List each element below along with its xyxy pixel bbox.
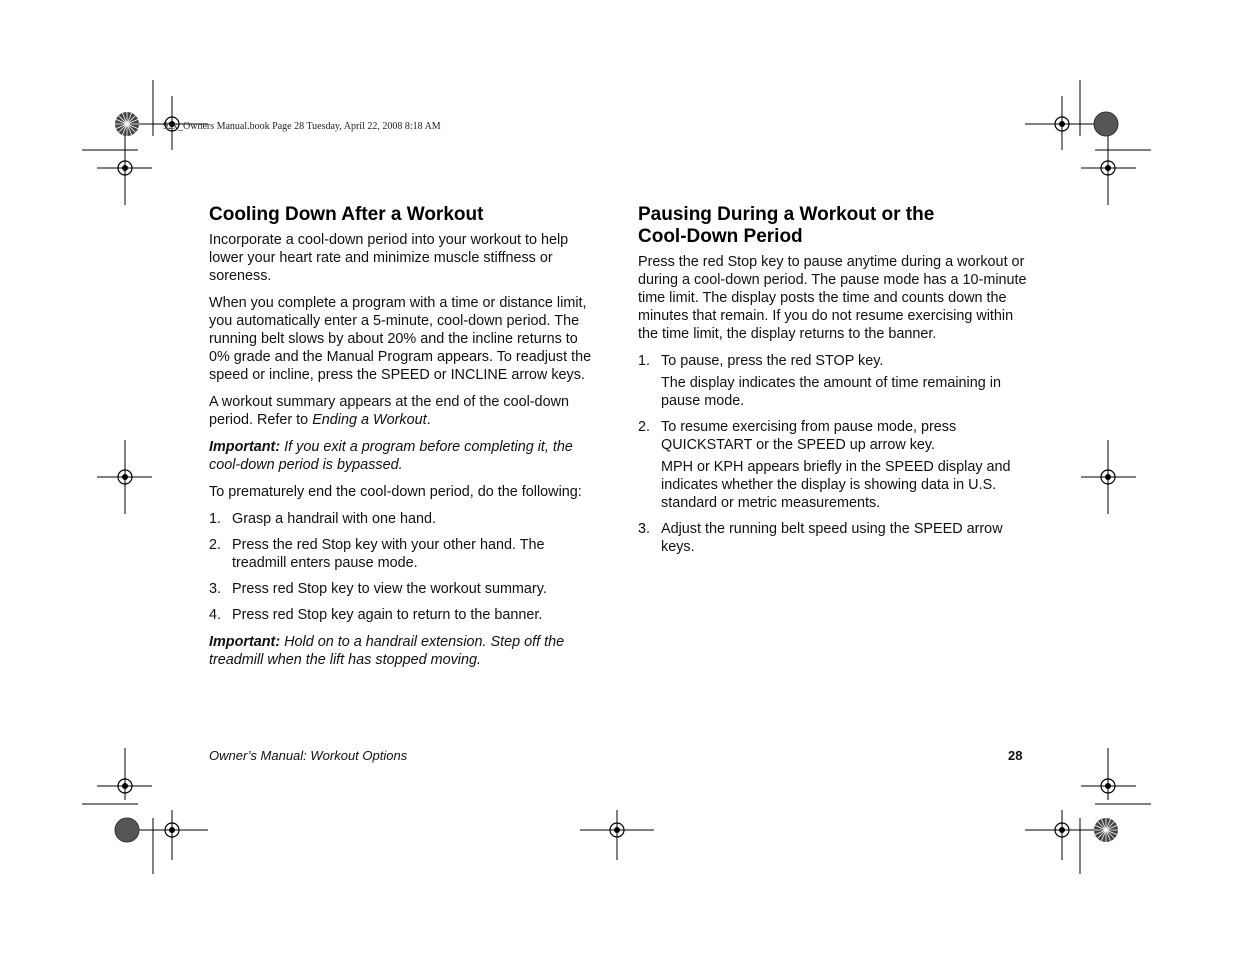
step-text: Press the red Stop key with your other hand. The treadmill enters pause mode.: [232, 537, 545, 571]
list-item: [209, 580, 601, 598]
important-text: If you exit a program before completing it, the cool-down period is bypassed.: [209, 439, 573, 473]
step-number: 2.: [209, 537, 222, 553]
steps-list: [209, 510, 601, 624]
paragraph: To prematurely end the cool-down period, do the following:: [209, 484, 582, 500]
right-column: [638, 204, 1030, 565]
step-text: Press red Stop key to view the workout summary.: [232, 581, 547, 597]
section-heading-pausing: [638, 204, 1030, 248]
page-number: 28: [1008, 748, 1023, 763]
paragraph: Incorporate a cool-down period into your workout to help lower your heart rate and minimize muscle stiffness or soreness.: [209, 232, 569, 284]
step-detail: MPH or KPH appears briefly in the SPEED display and indicates whether the display is showing data in U.S. standard or metric measurements.: [661, 459, 1011, 511]
list-item: [638, 520, 1030, 556]
step-number: 1.: [209, 511, 222, 527]
important-note: [209, 633, 601, 669]
list-item: [209, 606, 601, 624]
important-note: [209, 438, 601, 474]
heading-line: Cool-Down Period: [638, 226, 803, 247]
important-text: Hold on to a handrail extension. Step off the treadmill when the lift has stopped moving.: [209, 634, 565, 668]
step-number: 3.: [638, 521, 651, 537]
print-slug: 92x_Owners Manual.book Page 28 Tuesday, April 22, 2008 8:18 AM: [163, 121, 441, 132]
step-text: Adjust the running belt speed using the SPEED arrow keys.: [661, 521, 1003, 555]
step-text: To resume exercising from pause mode, press QUICKSTART or the SPEED up arrow key.: [661, 419, 957, 453]
list-item: [638, 418, 1030, 512]
step-text: Grasp a handrail with one hand.: [232, 511, 436, 527]
footer-section-title: Owner’s Manual: Workout Options: [209, 748, 408, 763]
steps-list: [638, 352, 1030, 556]
step-number: 1.: [638, 353, 651, 369]
paragraph: Press the red Stop key to pause anytime during a workout or during a cool-down period. The pause mode has a 10-minute time limit. The display posts the time and counts down the minutes that remain. If you do not resume exercising within the time limit, the display returns to the banner.: [638, 254, 1027, 342]
important-label: Important:: [209, 439, 281, 455]
text: .: [426, 412, 431, 428]
heading-line: Pausing During a Workout or the: [638, 204, 935, 225]
important-label: Important:: [209, 634, 281, 650]
cross-reference: Ending a Workout: [312, 412, 427, 428]
paragraph: [209, 393, 601, 429]
list-item: [638, 352, 1030, 410]
step-detail: The display indicates the amount of time remaining in pause mode.: [661, 375, 1001, 409]
list-item: [209, 536, 601, 572]
text: A workout summary appears at the end of the cool-down period. Refer to: [209, 394, 569, 428]
left-column: [209, 204, 601, 678]
paragraph: When you complete a program with a time or distance limit, you automatically enter a 5-minute, cool-down period. The running belt slows by about 20% and the incline returns to 0% grade and the Manual Program appears. To readjust the speed or incline, press the SPEED or INCLINE arrow keys.: [209, 295, 592, 383]
step-number: 3.: [209, 581, 222, 597]
list-item: [209, 510, 601, 528]
step-number: 2.: [638, 419, 651, 435]
step-text: To pause, press the red STOP key.: [661, 353, 884, 369]
section-heading-cooling-down: Cooling Down After a Workout: [209, 204, 484, 225]
step-text: Press red Stop key again to return to the banner.: [232, 607, 543, 623]
step-number: 4.: [209, 607, 222, 623]
